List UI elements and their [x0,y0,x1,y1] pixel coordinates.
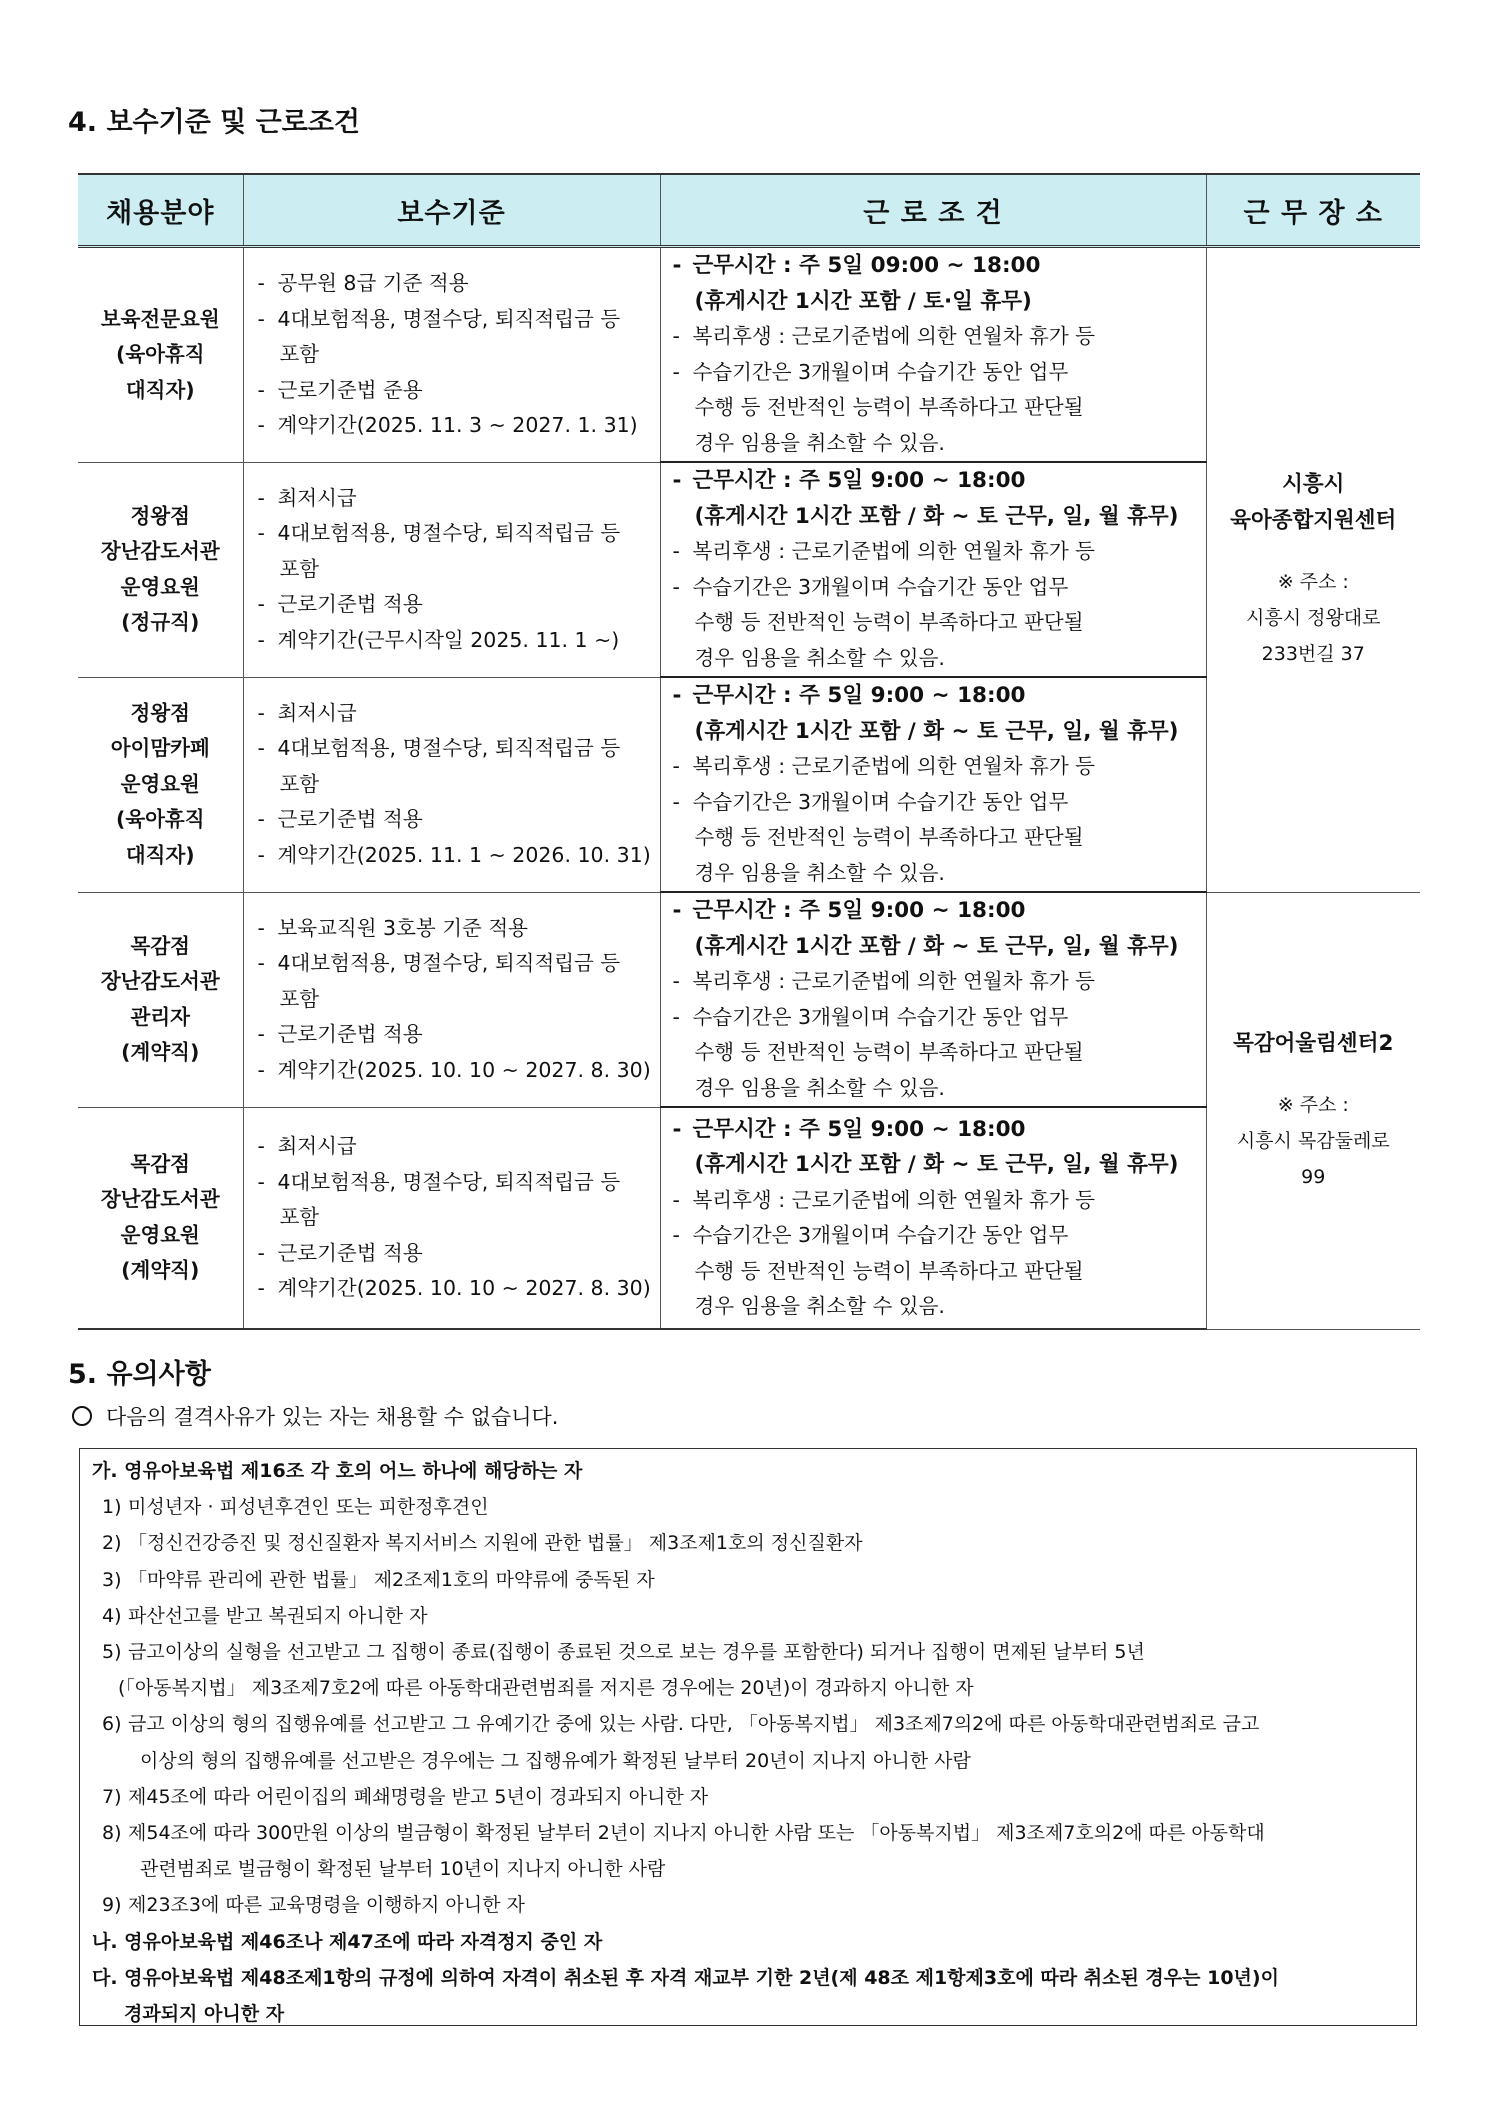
table-row [78,892,1420,1107]
list-item: 5) 금고이상의 실형을 선고받고 그 집행이 종료(집행이 종료된 것으로 보는 경우를 포함한다) 되거나 집행이 면제된 날부터 5년 [102,1641,1145,1664]
list-item: 7) 제45조에 따라 어린이집의 폐쇄명령을 받고 5년이 경과되지 아니한 자 [102,1785,709,1808]
pay-cell: - 보육교직원 3호봉 기준 적용 - 4대보험적용, 명절수당, 퇴직적립금 등 포함 - 근로기준법 적용 - 계약기간(2025. 10. 10 ~ 2027. 8. 30) [243,892,660,1107]
list-item: 2) 「정신건강증진 및 정신질환자 복지서비스 지원에 관한 법률」 제3조제1호의 정신질환자 [102,1532,863,1555]
list-item: 8) 제54조에 따라 300만원 이상의 벌금형이 확정된 날부터 2년이 지나지 아니한 사람 또는 「아동복지법」 제3조제7호의2에 따른 아동학대 [102,1822,1265,1845]
field-cell: 정왕점 아이맘카페 운영요원 (육아휴직 대직자) [78,677,243,892]
field-cell: 보육전문요원 (육아휴직 대직자) [78,247,243,463]
list-item: 4) 파산선고를 받고 복권되지 아니한 자 [102,1604,428,1627]
list-item-continuation: (「아동복지법」 제3조제7호2에 따른 아동학대관련범죄를 저지른 경우에는 20년)이 경과하지 아니한 자 [118,1677,974,1700]
list-item-continuation: 이상의 형의 집행유예를 선고받은 경우에는 그 집행유예가 확정된 날부터 20년이 지나지 아니한 사람 [140,1749,971,1772]
ga-heading: 가. 영유아보육법 제16조 각 호의 어느 하나에 해당하는 자 [92,1460,583,1482]
conditions-cell: - 근무시간 : 주 5일 9:00 ~ 18:00 (휴게시간 1시간 포함 / 화 ~ 토 근무, 일, 월 휴무) - 복리후생 : 근로기준법에 의한 연월차 휴가 등 - 수습기간은 3개월이며 수습기간 동안 업무 수행 등 전반적인 능력이 부족하다고 판단될 경우 임용을 취소할 수 있음. [660,677,1206,892]
header-location: 근 무 장 소 [1206,174,1420,247]
header-field: 채용분야 [78,174,243,247]
da-heading: 다. 영유아보육법 제48조제1항의 규정에 의하여 자격이 취소된 후 자격 재교부 기한 2년(제 48조 제1항제3호에 따라 취소된 경우는 10년)이 [92,1966,1279,1989]
list-item: 1) 미성년자 · 피성년후견인 또는 피한정후견인 [102,1496,489,1519]
field-cell: 목감점 장난감도서관 관리자 (계약직) [78,892,243,1107]
field-cell: 목감점 장난감도서관 운영요원 (계약직) [78,1107,243,1329]
pay-and-conditions-table [78,173,1420,1330]
location-cell-2: 목감어울림센터2 ※ 주소 : 시흥시 목감둘레로 99 [1206,892,1420,1329]
pay-cell: - 공무원 8급 기준 적용 - 4대보험적용, 명절수당, 퇴직적립금 등 포함 - 근로기준법 준용 - 계약기간(2025. 11. 3 ~ 2027. 1. 31) [243,247,660,463]
conditions-cell: - 근무시간 : 주 5일 9:00 ~ 18:00 (휴게시간 1시간 포함 / 화 ~ 토 근무, 일, 월 휴무) - 복리후생 : 근로기준법에 의한 연월차 휴가 등 - 수습기간은 3개월이며 수습기간 동안 업무 수행 등 전반적인 능력이 부족하다고 판단될 경우 임용을 취소할 수 있음. [660,892,1206,1107]
disqualification-box [79,1448,1417,2026]
table-row [78,247,1420,463]
list-item: 3) 「마약류 관리에 관한 법률」 제2조제1호의 마약류에 중독된 자 [102,1568,655,1591]
pay-cell: - 최저시급 - 4대보험적용, 명절수당, 퇴직적립금 등 포함 - 근로기준법 적용 - 계약기간(2025. 10. 10 ~ 2027. 8. 30) [243,1107,660,1329]
conditions-cell: - 근무시간 : 주 5일 09:00 ~ 18:00 (휴게시간 1시간 포함 / 토·일 휴무) - 복리후생 : 근로기준법에 의한 연월차 휴가 등 - 수습기간은 3개월이며 수습기간 동안 업무 수행 등 전반적인 능력이 부족하다고 판단될 경우 임용을 취소할 수 있음. [660,247,1206,463]
pay-cell: - 최저시급 - 4대보험적용, 명절수당, 퇴직적립금 등 포함 - 근로기준법 적용 - 계약기간(근무시작일 2025. 11. 1 ~) [243,462,660,677]
pay-cell: - 최저시급 - 4대보험적용, 명절수당, 퇴직적립금 등 포함 - 근로기준법 적용 - 계약기간(2025. 11. 1 ~ 2026. 10. 31) [243,677,660,892]
list-item-continuation: 관련범죄로 벌금형이 확정된 날부터 10년이 지나지 아니한 사람 [140,1858,666,1881]
header-pay: 보수기준 [243,174,660,247]
list-item: 6) 금고 이상의 형의 집행유예를 선고받고 그 유예기간 중에 있는 사람. 다만, 「아동복지법」 제3조제7의2에 따른 아동학대관련범죄로 금고 [102,1713,1260,1736]
intro-note: 다음의 결격사유가 있는 자는 채용할 수 없습니다. [72,1401,558,1431]
na-heading: 나. 영유아보육법 제46조나 제47조에 따라 자격정지 중인 자 [92,1930,603,1953]
conditions-cell: - 근무시간 : 주 5일 9:00 ~ 18:00 (휴게시간 1시간 포함 / 화 ~ 토 근무, 일, 월 휴무) - 복리후생 : 근로기준법에 의한 연월차 휴가 등 - 수습기간은 3개월이며 수습기간 동안 업무 수행 등 전반적인 능력이 부족하다고 판단될 경우 임용을 취소할 수 있음. [660,462,1206,677]
list-item: 9) 제23조3에 따른 교육명령을 이행하지 아니한 자 [102,1894,525,1917]
header-conditions: 근 로 조 건 [660,174,1206,247]
field-cell: 정왕점 장난감도서관 운영요원 (정규직) [78,462,243,677]
da-heading-continuation: 경과되지 아니한 자 [124,2003,285,2026]
conditions-cell: - 근무시간 : 주 5일 9:00 ~ 18:00 (휴게시간 1시간 포함 / 화 ~ 토 근무, 일, 월 휴무) - 복리후생 : 근로기준법에 의한 연월차 휴가 등 - 수습기간은 3개월이며 수습기간 동안 업무 수행 등 전반적인 능력이 부족하다고 판단될 경우 임용을 취소할 수 있음. [660,1107,1206,1329]
circle-bullet-icon [72,1406,92,1426]
location-cell-1: 시흥시 육아종합지원센터 ※ 주소 : 시흥시 정왕대로 233번길 37 [1206,247,1420,893]
section-5-title: 5. 유의사항 [68,1359,211,1390]
section-4-title: 4. 보수기준 및 근로조건 [68,107,360,138]
